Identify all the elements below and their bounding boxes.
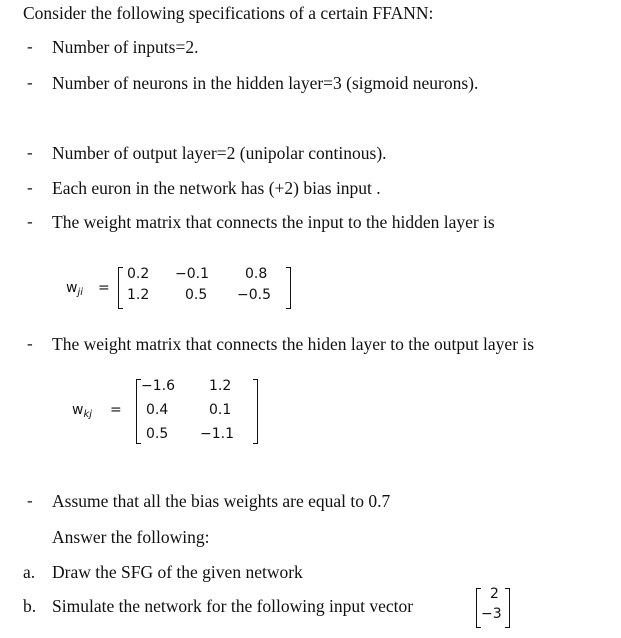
spec-weight-input-hidden: The weight matrix that connects the input to the hidden layer is <box>52 212 495 232</box>
matrix-wji-label <box>66 280 83 298</box>
matrix-wji-cell: 0.2 <box>127 266 150 282</box>
matrix-wji-equals: = <box>98 280 110 296</box>
spec-bias-input: Each euron in the network has (+2) bias input . <box>52 178 381 198</box>
matrix-wkj-cell: 0.5 <box>146 426 169 442</box>
matrix-wji-cell: −0.1 <box>175 266 209 282</box>
input-vector-right-bracket <box>505 588 510 628</box>
matrix-wkj-cell: −1.6 <box>141 378 175 394</box>
bullet-marker: - <box>27 178 33 197</box>
question-b-text: Simulate the network for the following input vector <box>52 596 414 616</box>
input-vector-cell: 2 <box>490 586 499 602</box>
matrix-wkj-symbol: w <box>72 402 84 418</box>
input-vector-cell: −3 <box>481 606 502 622</box>
spec-hidden-neurons: Number of neurons in the hidden layer=3 (sigmoid neurons). <box>52 73 479 93</box>
question-a-label: a. <box>23 562 36 582</box>
spec-bias-weights: Assume that all the bias weights are equal to 0.7 <box>52 491 391 511</box>
matrix-wkj-equals: = <box>110 402 122 418</box>
spec-weight-hidden-output: The weight matrix that connects the hiden layer to the output layer is <box>52 334 535 354</box>
matrix-wkj-cell: 0.1 <box>209 402 232 418</box>
bullet-marker: - <box>27 143 33 162</box>
matrix-wkj-subscript: kj <box>83 409 93 420</box>
matrix-wji-cell: 1.2 <box>127 287 150 303</box>
matrix-wji-subscript: ji <box>77 287 84 298</box>
bullet-marker: - <box>27 37 33 56</box>
bullet-marker: - <box>27 212 33 231</box>
bullet-marker: - <box>27 73 33 92</box>
question-b-label: b. <box>23 596 37 616</box>
matrix-wkj-cell: 1.2 <box>209 378 232 394</box>
matrix-wji-left-bracket <box>118 267 123 309</box>
matrix-wji-cell: −0.5 <box>237 287 271 303</box>
bullet-marker: - <box>27 491 33 510</box>
question-a-text: Draw the SFG of the given network <box>52 562 303 582</box>
matrix-wkj-label <box>72 402 92 420</box>
intro-text: Consider the following specifications of a certain FFANN: <box>23 3 434 23</box>
matrix-wkj-cell: 0.4 <box>146 402 169 418</box>
matrix-wji-symbol: w <box>66 280 78 296</box>
matrix-wkj-cell: −1.1 <box>200 426 234 442</box>
spec-output-layer: Number of output layer=2 (unipolar continous). <box>52 143 387 163</box>
matrix-wkj-right-bracket <box>253 379 258 444</box>
bullet-marker: - <box>27 334 33 353</box>
matrix-wji-right-bracket <box>286 267 291 309</box>
matrix-wji-cell: 0.8 <box>245 266 268 282</box>
matrix-wji-cell: 0.5 <box>185 287 208 303</box>
spec-inputs: Number of inputs=2. <box>52 37 199 57</box>
answer-prompt: Answer the following: <box>52 527 210 547</box>
